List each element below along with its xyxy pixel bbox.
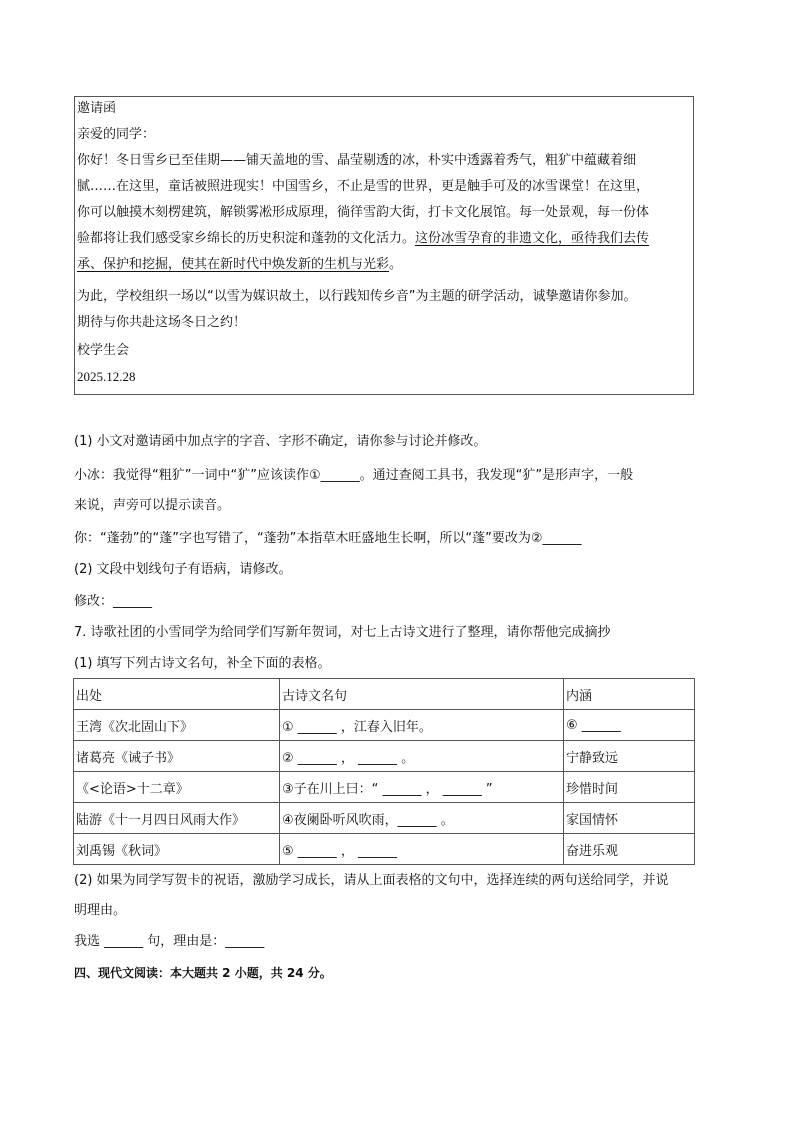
letter-salutation: 亲爱的同学： — [77, 127, 156, 142]
invitation-letter-box — [74, 96, 694, 395]
cell-source: 王湾《次北固山下》 — [74, 710, 280, 741]
cell-source: 陆游《十一月四日风雨大作》 — [74, 803, 280, 834]
column-header-meaning: 内涵 — [564, 679, 695, 710]
cell-quote: ② ______ ， ______ 。 — [280, 741, 564, 772]
cell-source: 诸葛亮《诫子书》 — [74, 741, 280, 772]
poem-table — [73, 678, 695, 865]
cell-source: 刘禹锡《秋词》 — [74, 834, 280, 865]
letter-signature: 校学生会 — [77, 343, 130, 358]
cell-meaning: 家国情怀 — [564, 803, 695, 834]
column-header-quote: 古诗文名句 — [280, 679, 564, 710]
letter-body-line: 期待与你共赴这场冬日之约！ — [77, 315, 247, 330]
letter-body-line — [77, 255, 402, 275]
question-7-2-answer-line: 我选 ______ 句，理由是：______ — [74, 934, 265, 949]
cell-quote: ① ______ ，江春入旧年。 — [280, 710, 564, 741]
question-1-prompt: (1) 小文对邀请函中加点字的字音、字形不确定，请你参与讨论并修改。 — [74, 434, 487, 449]
cell-source: 《<论语>十二章》 — [74, 772, 280, 803]
table-header-row — [74, 679, 695, 710]
question-7-2-prompt-cont: 明理由。 — [74, 903, 127, 918]
cell-quote: ⑤ ______ ， ______ — [280, 834, 564, 865]
column-header-source: 出处 — [74, 679, 280, 710]
letter-body-line: 你好！冬日雪乡已至佳期——铺天盖地的雪、晶莹剔透的冰，朴实中透露着秀气，粗犷中蕴藏着细 — [77, 153, 637, 168]
question-7-1-prompt: (1) 填写下列古诗文名句，补全下面的表格。 — [74, 656, 331, 671]
letter-body-line — [77, 229, 649, 249]
question-1-dialogue-you: 你：“蓬勃”的“蓬”字也写错了，“蓬勃”本指草木旺盛地生长啊，所以“蓬”要改为②______ — [74, 531, 582, 546]
table-row — [74, 834, 695, 865]
question-1-dialogue-xiaobing-cont: 来说，声旁可以提示读音。 — [74, 498, 231, 513]
letter-date: 2025.12.28 — [77, 369, 136, 384]
table-row — [74, 803, 695, 834]
table-row — [74, 772, 695, 803]
letter-body-line: 腻……在这里，童话被照进现实！中国雪乡，不止是雪的世界，更是触手可及的冰雪课堂！在这里， — [77, 179, 650, 194]
letter-text: 。 — [389, 257, 403, 272]
question-2-prompt: (2) 文段中划线句子有语病，请修改。 — [74, 562, 292, 577]
cell-meaning: 奋进乐观 — [564, 834, 695, 865]
letter-text: 验都将让我们感受家乡绵长的历史积淀和蓬勃的文化活力。 — [77, 231, 416, 246]
underlined-sentence: 承、保护和挖掘，使其在新时代中焕发新的生机与光彩 — [77, 257, 390, 272]
cell-meaning: 珍惜时间 — [564, 772, 695, 803]
section-4-heading: 四、现代文阅读：本大题共 2 小题，共 24 分。 — [74, 966, 332, 980]
cell-quote: ④夜阑卧听风吹雨，______ 。 — [280, 803, 564, 834]
table-row — [74, 710, 695, 741]
question-7-title: 7. 诗歌社团的小雪同学为给同学们写新年贺词，对七上古诗文进行了整理，请你帮他完成摘抄 — [74, 625, 611, 640]
question-7-2-prompt: (2) 如果为同学写贺卡的祝语，激励学习成长，请从上面表格的文句中，选择连续的两句送给同学，并说 — [74, 873, 669, 888]
underlined-sentence: 这份冰雪孕育的非遗文化，亟待我们去传 — [415, 231, 650, 246]
cell-quote: ③子在川上曰：“ ______ ， ______ ” — [280, 772, 564, 803]
letter-body-line: 为此，学校组织一场以“以雪为媒识故土，以行践知传乡音”为主题的研学活动，诚挚邀请你参加。 — [77, 289, 637, 304]
question-1-dialogue-xiaobing: 小冰：我觉得“粗犷”一词中“犷”应该读作①______。通过查阅工具书，我发现“犷”是形声字，一般 — [74, 468, 634, 483]
table-row — [74, 741, 695, 772]
cell-meaning: ⑥ ______ — [564, 710, 695, 741]
letter-title: 邀请函 — [77, 101, 117, 116]
cell-meaning: 宁静致远 — [564, 741, 695, 772]
letter-body-line: 你可以触摸木刻楞建筑，解锁雾凇形成原理，徜徉雪韵大街，打卡文化展馆。每一处景观，每一份体 — [77, 205, 650, 220]
question-2-answer-line: 修改：______ — [74, 594, 153, 609]
